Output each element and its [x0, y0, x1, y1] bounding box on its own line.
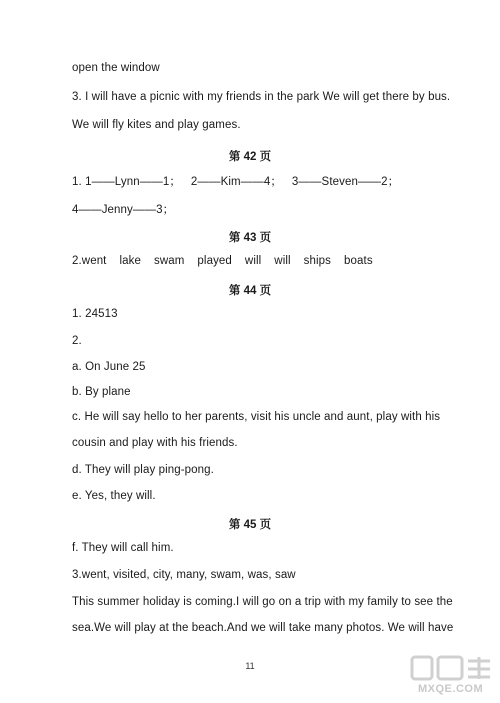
text-line-6: [72, 255, 386, 267]
text-line-15: f. They will call him.: [72, 542, 174, 554]
page-heading-43: 第 43 页: [228, 232, 272, 244]
text-line-9: a. On June 25: [72, 361, 146, 373]
word: will: [274, 255, 291, 267]
word: boats: [344, 255, 373, 267]
text-line-16: 3.went, visited, city, many, swam, was, saw: [72, 569, 296, 581]
page-heading-45: 第 45 页: [228, 519, 272, 531]
text-line-14: e. Yes, they will.: [72, 490, 156, 502]
page-heading-42: 第 42 页: [228, 151, 272, 163]
text-line-7: 1. 24513: [72, 308, 118, 320]
text-line-17: This summer holiday is coming.I will go on a trip with my family to see the: [72, 596, 453, 608]
watermark-text: MXQE.COM: [418, 683, 484, 695]
word: lake: [119, 255, 141, 267]
page-number: 11: [245, 661, 255, 671]
text-line-10: b. By plane: [72, 386, 131, 398]
word: swam: [153, 255, 185, 267]
page-heading-44: 第 44 页: [228, 285, 272, 297]
text-line-5: 4——Jenny——3；: [72, 204, 175, 216]
text-line-12: cousin and play with his friends.: [72, 437, 238, 449]
text-line-11: c. He will say hello to her parents, visit his uncle and aunt, play with his: [72, 411, 441, 423]
text-line-13: d. They will play ping-pong.: [72, 464, 214, 476]
text-line-18: sea.We will play at the beach.And we will take many photos. We will have: [72, 622, 454, 634]
text-line-4: 1. 1——Lynn——1； 2——Kim——4； 3——Steven——2；: [72, 176, 400, 188]
word: played: [197, 255, 232, 267]
text-line-2: 3. I will have a picnic with my friends in the park We will get there by bus.: [72, 91, 451, 103]
word: ships: [303, 255, 332, 267]
text-line-8: 2.: [72, 335, 82, 347]
text-line-1: open the window: [72, 62, 160, 74]
text-line-3: We will fly kites and play games.: [72, 119, 241, 131]
word: will: [244, 255, 262, 267]
word: 2.went: [72, 255, 107, 267]
